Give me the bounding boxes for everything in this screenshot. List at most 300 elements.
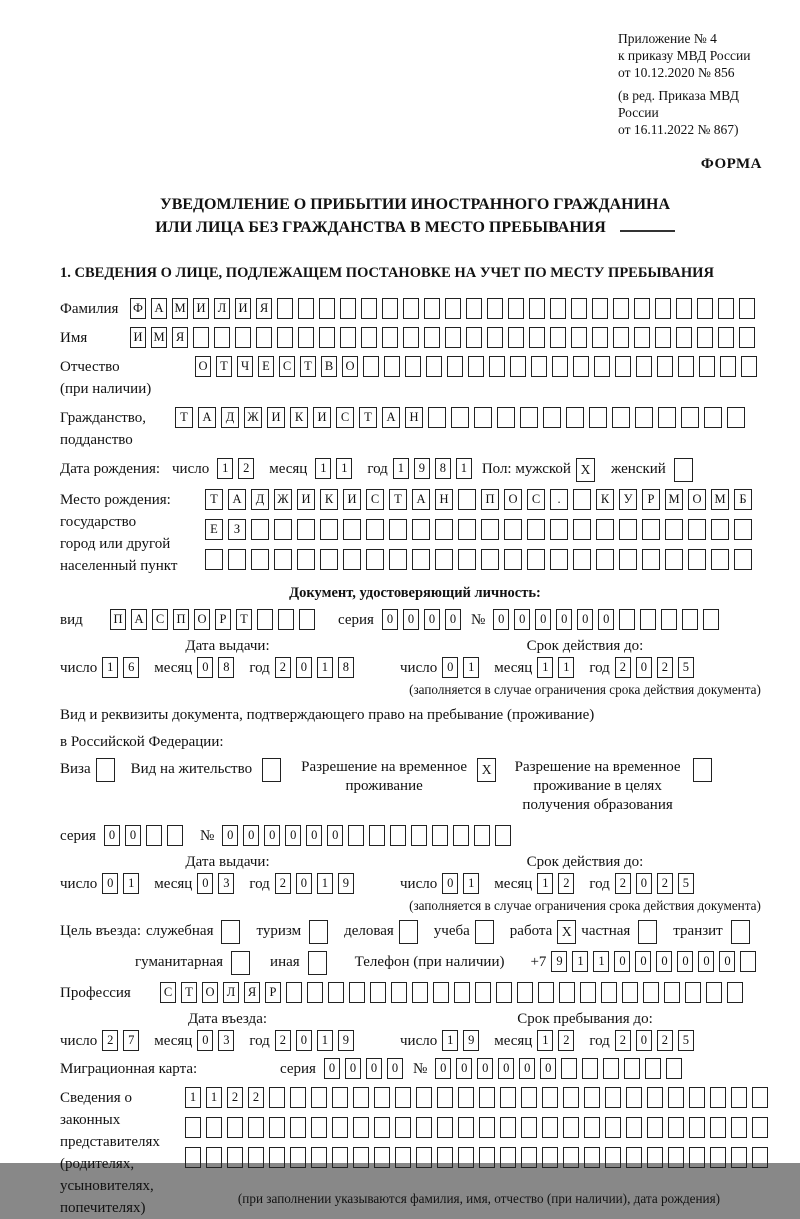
char-cell[interactable]: [343, 549, 361, 570]
char-cell[interactable]: [395, 1147, 411, 1168]
char-cell[interactable]: [437, 1117, 453, 1138]
char-cell[interactable]: Т: [300, 356, 316, 377]
char-cell[interactable]: [727, 407, 745, 428]
char-cell[interactable]: Д: [251, 489, 269, 510]
char-cell[interactable]: [251, 549, 269, 570]
char-cell[interactable]: [395, 1087, 411, 1108]
char-cell[interactable]: [573, 356, 589, 377]
char-cell[interactable]: [274, 549, 292, 570]
char-cell[interactable]: О: [504, 489, 522, 510]
char-cell[interactable]: [479, 1087, 495, 1108]
char-cell[interactable]: [343, 519, 361, 540]
char-cell[interactable]: 0: [556, 609, 572, 630]
char-cell[interactable]: [96, 758, 115, 782]
char-cell[interactable]: [167, 825, 183, 846]
char-cell[interactable]: [405, 356, 421, 377]
char-cell[interactable]: [676, 298, 692, 319]
char-cell[interactable]: [665, 519, 683, 540]
char-cell[interactable]: [221, 920, 240, 944]
char-cell[interactable]: [369, 825, 385, 846]
char-cell[interactable]: [720, 356, 736, 377]
char-cell[interactable]: [309, 920, 328, 944]
char-cell[interactable]: [453, 825, 469, 846]
char-cell[interactable]: [647, 1147, 663, 1168]
char-cell[interactable]: [538, 982, 554, 1003]
purpose-business-checkbox[interactable]: [399, 920, 418, 944]
char-cell[interactable]: 0: [197, 1030, 213, 1051]
char-cell[interactable]: 2: [102, 1030, 118, 1051]
char-cell[interactable]: [580, 982, 596, 1003]
char-cell[interactable]: [458, 1147, 474, 1168]
char-cell[interactable]: 8: [435, 458, 451, 479]
char-cell[interactable]: 3: [218, 873, 234, 894]
char-cell[interactable]: [475, 920, 494, 944]
char-cell[interactable]: [584, 1087, 600, 1108]
char-cell[interactable]: [424, 298, 440, 319]
char-cell[interactable]: [688, 519, 706, 540]
representatives-cells-row1[interactable]: [185, 1087, 773, 1108]
representatives-cells-row3[interactable]: [185, 1147, 773, 1168]
char-cell[interactable]: [319, 298, 335, 319]
char-cell[interactable]: [571, 327, 587, 348]
char-cell[interactable]: [589, 407, 607, 428]
identity-issue-day-cells[interactable]: [102, 657, 144, 678]
char-cell[interactable]: 0: [306, 825, 322, 846]
char-cell[interactable]: 0: [435, 1058, 451, 1079]
char-cell[interactable]: [635, 407, 653, 428]
char-cell[interactable]: [454, 982, 470, 1003]
char-cell[interactable]: [206, 1147, 222, 1168]
char-cell[interactable]: [752, 1087, 768, 1108]
char-cell[interactable]: 2: [275, 657, 291, 678]
residence-issue-year-cells[interactable]: [275, 873, 359, 894]
char-cell[interactable]: [297, 549, 315, 570]
char-cell[interactable]: [353, 1147, 369, 1168]
char-cell[interactable]: [752, 1147, 768, 1168]
char-cell[interactable]: 7: [123, 1030, 139, 1051]
char-cell[interactable]: [642, 519, 660, 540]
char-cell[interactable]: [706, 982, 722, 1003]
char-cell[interactable]: [447, 356, 463, 377]
char-cell[interactable]: [411, 825, 427, 846]
char-cell[interactable]: [277, 298, 293, 319]
char-cell[interactable]: [668, 1117, 684, 1138]
char-cell[interactable]: 0: [445, 609, 461, 630]
char-cell[interactable]: [495, 825, 511, 846]
char-cell[interactable]: 2: [275, 873, 291, 894]
char-cell[interactable]: 0: [636, 657, 652, 678]
residence-permit-checkbox[interactable]: [262, 758, 281, 782]
char-cell[interactable]: [542, 1147, 558, 1168]
char-cell[interactable]: [521, 1147, 537, 1168]
char-cell[interactable]: [227, 1147, 243, 1168]
char-cell[interactable]: 9: [338, 1030, 354, 1051]
char-cell[interactable]: 2: [558, 873, 574, 894]
char-cell[interactable]: 0: [514, 609, 530, 630]
char-cell[interactable]: [412, 982, 428, 1003]
char-cell[interactable]: [458, 1087, 474, 1108]
char-cell[interactable]: [559, 982, 575, 1003]
char-cell[interactable]: [332, 1087, 348, 1108]
char-cell[interactable]: [235, 327, 251, 348]
char-cell[interactable]: Т: [389, 489, 407, 510]
birthplace-cells-row3[interactable]: [205, 549, 757, 570]
char-cell[interactable]: [468, 356, 484, 377]
char-cell[interactable]: 0: [125, 825, 141, 846]
char-cell[interactable]: [508, 327, 524, 348]
char-cell[interactable]: 1: [123, 873, 139, 894]
char-cell[interactable]: [601, 982, 617, 1003]
char-cell[interactable]: [634, 327, 650, 348]
char-cell[interactable]: [458, 549, 476, 570]
char-cell[interactable]: 0: [598, 609, 614, 630]
char-cell[interactable]: [437, 1147, 453, 1168]
char-cell[interactable]: 1: [317, 1030, 333, 1051]
char-cell[interactable]: Я: [256, 298, 272, 319]
char-cell[interactable]: [445, 327, 461, 348]
char-cell[interactable]: Т: [359, 407, 377, 428]
char-cell[interactable]: [382, 327, 398, 348]
char-cell[interactable]: [286, 982, 302, 1003]
char-cell[interactable]: Л: [223, 982, 239, 1003]
char-cell[interactable]: [711, 549, 729, 570]
char-cell[interactable]: Р: [265, 982, 281, 1003]
char-cell[interactable]: П: [481, 489, 499, 510]
char-cell[interactable]: И: [313, 407, 331, 428]
char-cell[interactable]: 1: [463, 657, 479, 678]
char-cell[interactable]: [688, 549, 706, 570]
char-cell[interactable]: 1: [537, 657, 553, 678]
char-cell[interactable]: [552, 356, 568, 377]
char-cell[interactable]: Т: [205, 489, 223, 510]
char-cell[interactable]: [349, 982, 365, 1003]
char-cell[interactable]: [710, 1117, 726, 1138]
char-cell[interactable]: 0: [656, 951, 672, 972]
char-cell[interactable]: [624, 1058, 640, 1079]
char-cell[interactable]: [563, 1087, 579, 1108]
char-cell[interactable]: С: [279, 356, 295, 377]
char-cell[interactable]: [487, 298, 503, 319]
char-cell[interactable]: [227, 1117, 243, 1138]
char-cell[interactable]: [290, 1087, 306, 1108]
char-cell[interactable]: М: [151, 327, 167, 348]
char-cell[interactable]: С: [336, 407, 354, 428]
char-cell[interactable]: [374, 1087, 390, 1108]
char-cell[interactable]: [731, 1117, 747, 1138]
char-cell[interactable]: 9: [551, 951, 567, 972]
char-cell[interactable]: Р: [642, 489, 660, 510]
char-cell[interactable]: [504, 549, 522, 570]
char-cell[interactable]: 5: [678, 873, 694, 894]
birthplace-cells-row1[interactable]: [205, 489, 757, 510]
char-cell[interactable]: [657, 356, 673, 377]
char-cell[interactable]: А: [151, 298, 167, 319]
sex-male-checkbox[interactable]: [576, 458, 595, 482]
char-cell[interactable]: [290, 1147, 306, 1168]
char-cell[interactable]: [248, 1147, 264, 1168]
temp-residence-edu-checkbox[interactable]: [693, 758, 712, 782]
char-cell[interactable]: [740, 951, 756, 972]
char-cell[interactable]: [257, 609, 273, 630]
stay-month-cells[interactable]: [537, 1030, 579, 1051]
char-cell[interactable]: 0: [540, 1058, 556, 1079]
char-cell[interactable]: [731, 1147, 747, 1168]
char-cell[interactable]: [647, 1087, 663, 1108]
char-cell[interactable]: 0: [104, 825, 120, 846]
char-cell[interactable]: [626, 1087, 642, 1108]
char-cell[interactable]: 0: [197, 657, 213, 678]
char-cell[interactable]: [668, 1087, 684, 1108]
char-cell[interactable]: [699, 356, 715, 377]
char-cell[interactable]: П: [173, 609, 189, 630]
char-cell[interactable]: М: [172, 298, 188, 319]
char-cell[interactable]: [592, 298, 608, 319]
char-cell[interactable]: [542, 1087, 558, 1108]
char-cell[interactable]: 1: [537, 1030, 553, 1051]
char-cell[interactable]: [718, 327, 734, 348]
char-cell[interactable]: С: [160, 982, 176, 1003]
char-cell[interactable]: [596, 549, 614, 570]
char-cell[interactable]: [664, 982, 680, 1003]
char-cell[interactable]: 0: [442, 657, 458, 678]
char-cell[interactable]: [739, 298, 755, 319]
char-cell[interactable]: А: [412, 489, 430, 510]
char-cell[interactable]: Д: [221, 407, 239, 428]
char-cell[interactable]: 1: [456, 458, 472, 479]
char-cell[interactable]: [510, 356, 526, 377]
char-cell[interactable]: [435, 519, 453, 540]
char-cell[interactable]: 1: [442, 1030, 458, 1051]
char-cell[interactable]: [640, 609, 656, 630]
char-cell[interactable]: [416, 1147, 432, 1168]
residence-number-cells[interactable]: [222, 825, 516, 846]
char-cell[interactable]: 1: [317, 873, 333, 894]
char-cell[interactable]: А: [198, 407, 216, 428]
char-cell[interactable]: 9: [338, 873, 354, 894]
char-cell[interactable]: 0: [636, 1030, 652, 1051]
purpose-humanitarian-checkbox[interactable]: [231, 951, 250, 975]
char-cell[interactable]: [710, 1087, 726, 1108]
char-cell[interactable]: [550, 298, 566, 319]
char-cell[interactable]: [734, 519, 752, 540]
char-cell[interactable]: 0: [296, 873, 312, 894]
char-cell[interactable]: [311, 1087, 327, 1108]
doc-number-cells[interactable]: [493, 609, 724, 630]
char-cell[interactable]: [592, 327, 608, 348]
char-cell[interactable]: [374, 1117, 390, 1138]
char-cell[interactable]: 1: [102, 657, 118, 678]
birth-year-cells[interactable]: [393, 458, 477, 479]
char-cell[interactable]: [277, 327, 293, 348]
char-cell[interactable]: 5: [678, 657, 694, 678]
char-cell[interactable]: 3: [218, 1030, 234, 1051]
char-cell[interactable]: Я: [244, 982, 260, 1003]
entry-day-cells[interactable]: [102, 1030, 144, 1051]
char-cell[interactable]: К: [596, 489, 614, 510]
char-cell[interactable]: [481, 519, 499, 540]
char-cell[interactable]: [655, 327, 671, 348]
char-cell[interactable]: [636, 356, 652, 377]
char-cell[interactable]: [718, 298, 734, 319]
char-cell[interactable]: [566, 407, 584, 428]
char-cell[interactable]: [412, 549, 430, 570]
char-cell[interactable]: И: [267, 407, 285, 428]
char-cell[interactable]: [489, 356, 505, 377]
char-cell[interactable]: [704, 407, 722, 428]
char-cell[interactable]: З: [228, 519, 246, 540]
char-cell[interactable]: [231, 951, 250, 975]
char-cell[interactable]: 0: [577, 609, 593, 630]
residence-valid-year-cells[interactable]: [615, 873, 699, 894]
char-cell[interactable]: [655, 298, 671, 319]
char-cell[interactable]: [529, 298, 545, 319]
char-cell[interactable]: [278, 609, 294, 630]
char-cell[interactable]: [390, 825, 406, 846]
char-cell[interactable]: [475, 982, 491, 1003]
char-cell[interactable]: X: [576, 458, 595, 482]
char-cell[interactable]: О: [195, 356, 211, 377]
char-cell[interactable]: [479, 1147, 495, 1168]
char-cell[interactable]: [739, 327, 755, 348]
sex-female-checkbox[interactable]: [674, 458, 693, 482]
char-cell[interactable]: 0: [456, 1058, 472, 1079]
char-cell[interactable]: [466, 327, 482, 348]
entry-month-cells[interactable]: [197, 1030, 239, 1051]
char-cell[interactable]: [605, 1117, 621, 1138]
char-cell[interactable]: И: [130, 327, 146, 348]
char-cell[interactable]: 0: [477, 1058, 493, 1079]
char-cell[interactable]: [433, 982, 449, 1003]
char-cell[interactable]: [542, 1117, 558, 1138]
identity-valid-day-cells[interactable]: [442, 657, 484, 678]
purpose-work-checkbox[interactable]: [557, 920, 576, 944]
char-cell[interactable]: О: [194, 609, 210, 630]
char-cell[interactable]: Я: [172, 327, 188, 348]
char-cell[interactable]: [228, 549, 246, 570]
char-cell[interactable]: [399, 920, 418, 944]
char-cell[interactable]: 1: [463, 873, 479, 894]
profession-cells[interactable]: [160, 982, 748, 1003]
char-cell[interactable]: [366, 549, 384, 570]
char-cell[interactable]: [248, 1117, 264, 1138]
identity-issue-month-cells[interactable]: [197, 657, 239, 678]
char-cell[interactable]: [697, 298, 713, 319]
char-cell[interactable]: [647, 1117, 663, 1138]
char-cell[interactable]: [290, 1117, 306, 1138]
char-cell[interactable]: 2: [657, 1030, 673, 1051]
char-cell[interactable]: 0: [197, 873, 213, 894]
char-cell[interactable]: [685, 982, 701, 1003]
char-cell[interactable]: [605, 1147, 621, 1168]
char-cell[interactable]: [340, 298, 356, 319]
visa-checkbox[interactable]: [96, 758, 115, 782]
char-cell[interactable]: 0: [285, 825, 301, 846]
char-cell[interactable]: 9: [414, 458, 430, 479]
phone-cells[interactable]: [551, 951, 761, 972]
char-cell[interactable]: [269, 1147, 285, 1168]
char-cell[interactable]: Т: [236, 609, 252, 630]
char-cell[interactable]: 2: [615, 657, 631, 678]
purpose-study-checkbox[interactable]: [475, 920, 494, 944]
char-cell[interactable]: [466, 298, 482, 319]
char-cell[interactable]: [185, 1147, 201, 1168]
char-cell[interactable]: [185, 1117, 201, 1138]
char-cell[interactable]: [573, 489, 591, 510]
char-cell[interactable]: [731, 920, 750, 944]
char-cell[interactable]: [353, 1087, 369, 1108]
char-cell[interactable]: [391, 982, 407, 1003]
residence-series-cells[interactable]: [104, 825, 188, 846]
char-cell[interactable]: X: [477, 758, 496, 782]
char-cell[interactable]: [613, 327, 629, 348]
birth-day-cells[interactable]: [217, 458, 259, 479]
char-cell[interactable]: [603, 1058, 619, 1079]
char-cell[interactable]: [479, 1117, 495, 1138]
char-cell[interactable]: [689, 1147, 705, 1168]
char-cell[interactable]: [328, 982, 344, 1003]
char-cell[interactable]: [543, 407, 561, 428]
char-cell[interactable]: О: [688, 489, 706, 510]
char-cell[interactable]: [731, 1087, 747, 1108]
char-cell[interactable]: [634, 298, 650, 319]
char-cell[interactable]: 1: [558, 657, 574, 678]
char-cell[interactable]: [206, 1117, 222, 1138]
char-cell[interactable]: [311, 1117, 327, 1138]
char-cell[interactable]: 0: [403, 609, 419, 630]
char-cell[interactable]: [497, 407, 515, 428]
migration-number-cells[interactable]: [435, 1058, 687, 1079]
char-cell[interactable]: [363, 356, 379, 377]
char-cell[interactable]: 9: [463, 1030, 479, 1051]
char-cell[interactable]: [214, 327, 230, 348]
char-cell[interactable]: [269, 1117, 285, 1138]
char-cell[interactable]: Б: [734, 489, 752, 510]
char-cell[interactable]: 1: [315, 458, 331, 479]
char-cell[interactable]: [307, 982, 323, 1003]
char-cell[interactable]: [348, 825, 364, 846]
char-cell[interactable]: 2: [657, 657, 673, 678]
char-cell[interactable]: Н: [435, 489, 453, 510]
char-cell[interactable]: 0: [102, 873, 118, 894]
char-cell[interactable]: [416, 1087, 432, 1108]
char-cell[interactable]: 0: [366, 1058, 382, 1079]
char-cell[interactable]: Ф: [130, 298, 146, 319]
char-cell[interactable]: [619, 549, 637, 570]
char-cell[interactable]: [416, 1117, 432, 1138]
char-cell[interactable]: [382, 298, 398, 319]
residence-issue-month-cells[interactable]: [197, 873, 239, 894]
char-cell[interactable]: 0: [498, 1058, 514, 1079]
char-cell[interactable]: М: [711, 489, 729, 510]
char-cell[interactable]: 0: [614, 951, 630, 972]
char-cell[interactable]: [370, 982, 386, 1003]
char-cell[interactable]: [403, 327, 419, 348]
char-cell[interactable]: 8: [338, 657, 354, 678]
residence-valid-month-cells[interactable]: [537, 873, 579, 894]
char-cell[interactable]: И: [235, 298, 251, 319]
char-cell[interactable]: Т: [216, 356, 232, 377]
char-cell[interactable]: О: [342, 356, 358, 377]
temp-residence-checkbox[interactable]: [477, 758, 496, 782]
char-cell[interactable]: [531, 356, 547, 377]
char-cell[interactable]: К: [290, 407, 308, 428]
char-cell[interactable]: [612, 407, 630, 428]
char-cell[interactable]: [613, 298, 629, 319]
char-cell[interactable]: [269, 1087, 285, 1108]
representatives-cells-row2[interactable]: [185, 1117, 773, 1138]
char-cell[interactable]: [437, 1087, 453, 1108]
char-cell[interactable]: [366, 519, 384, 540]
